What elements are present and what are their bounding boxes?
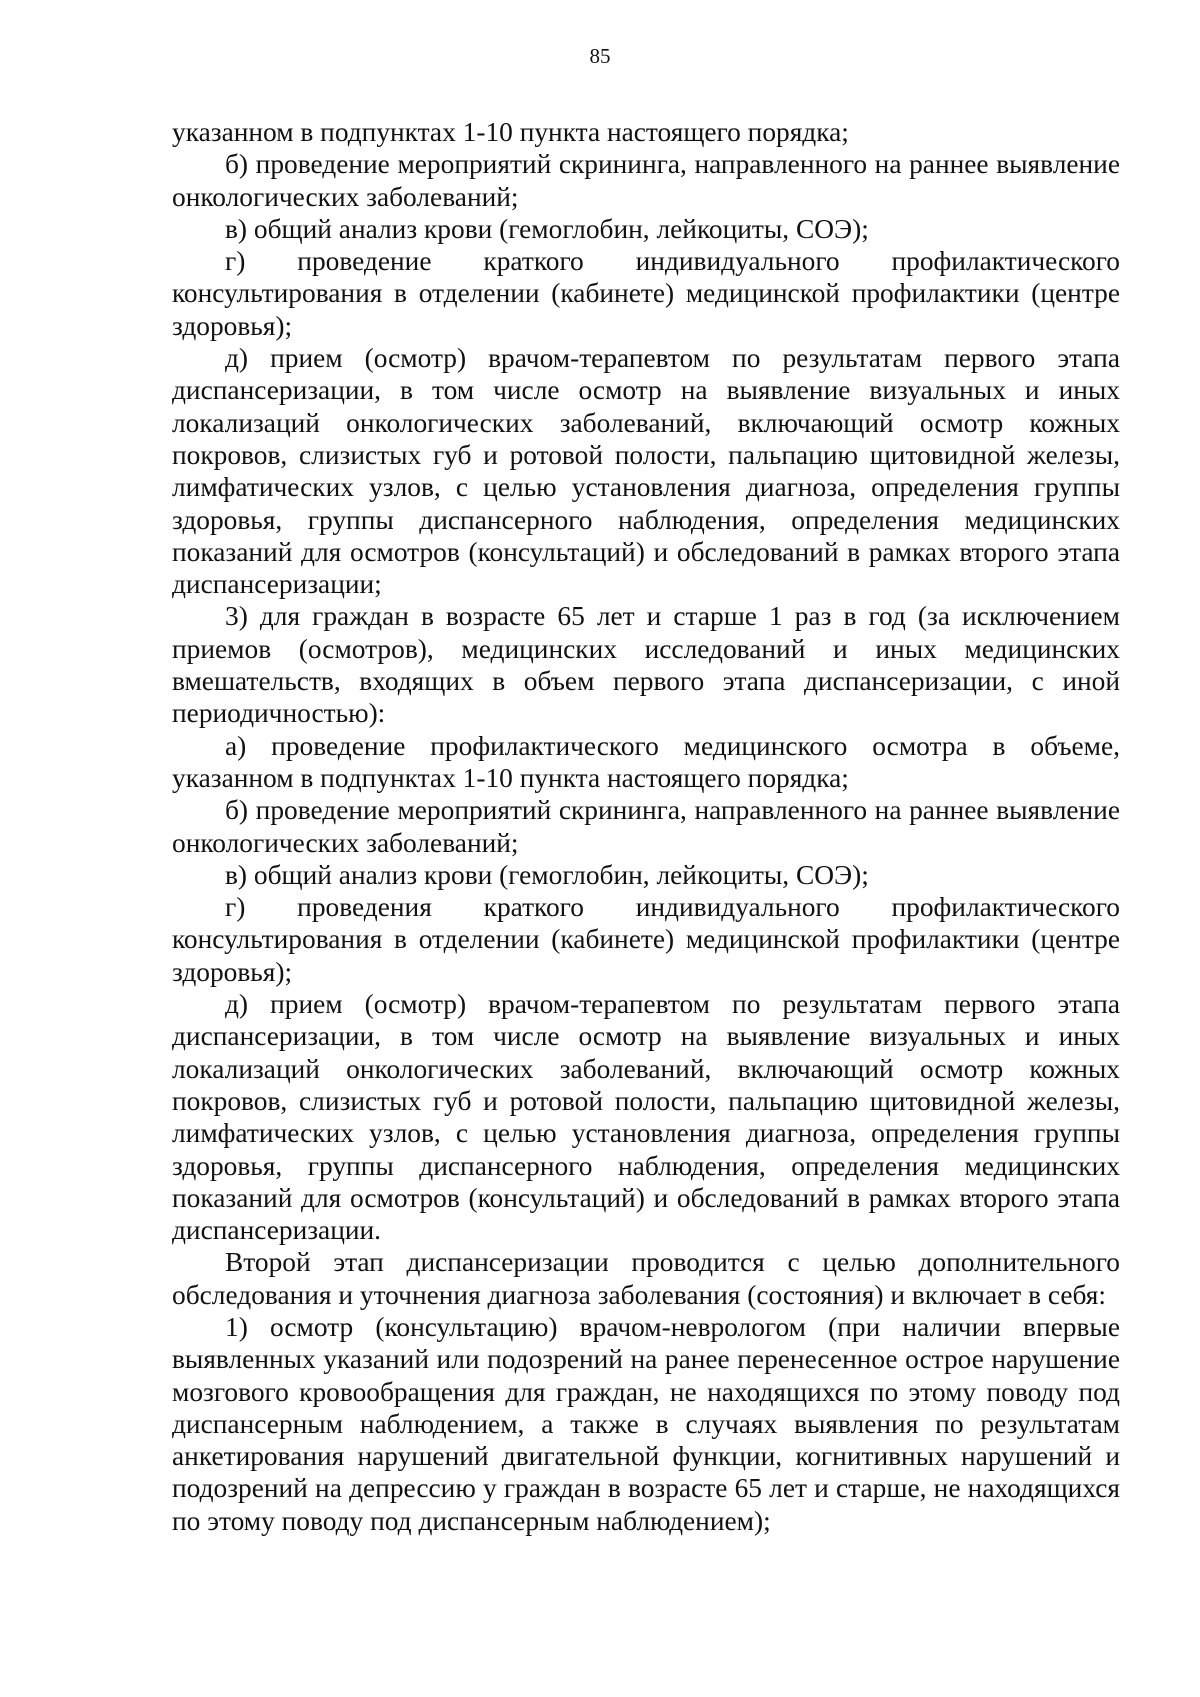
paragraph: Второй этап диспансеризации проводится с целью дополнительного обследования и уточнения диагноза заболевания (состояния) и включает в себя: — [172, 1247, 1120, 1310]
paragraph: г) проведение краткого индивидуального профилактического консультирования в отделении (кабинете) медицинской профилактики (центре здоровья); — [172, 246, 1120, 341]
paragraph: а) проведение профилактического медицинского осмотра в объеме, указанном в подпунктах 1-10 пункта настоящего порядка; — [172, 730, 1120, 793]
paragraph: 3) для граждан в возрасте 65 лет и старше 1 раз в год (за исключением приемов (осмотров), медицинских исследований и иных медицинских вмешательств, входящих в объем первого этапа диспансеризации, с иной периодичностью): — [172, 601, 1120, 729]
paragraph: в) общий анализ крови (гемоглобин, лейкоциты, СОЭ); — [225, 859, 869, 890]
paragraph: г) проведения краткого индивидуального профилактического консультирования в отделении (кабинете) медицинской профилактики (центре здоровья); — [172, 892, 1120, 987]
paragraph: указанном в подпунктах 1-10 пункта настоящего порядка; — [172, 117, 849, 147]
paragraph: д) прием (осмотр) врачом-терапевтом по результатам первого этапа диспансеризации, в том числе осмотр на выявление визуальных и иных локализаций онкологических заболеваний, включающий осмотр кожных покровов, слизистых губ и ротовой полости, пальпацию щитовидной железы, лимфатических узлов, с целью установления диагноза, определения группы здоровья, группы диспансерного наблюдения, определения медицинских показаний для осмотров (консультаций) и обследований в рамках второго этапа диспансеризации; — [172, 343, 1120, 600]
paragraph: в) общий анализ крови (гемоглобин, лейкоциты, СОЭ); — [225, 213, 869, 244]
page-number: 85 — [589, 44, 611, 68]
paragraph: д) прием (осмотр) врачом-терапевтом по результатам первого этапа диспансеризации, в том числе осмотр на выявление визуальных и иных локализаций онкологических заболеваний, включающий осмотр кожных покровов, слизистых губ и ротовой полости, пальпацию щитовидной железы, лимфатических узлов, с целью установления диагноза, определения группы здоровья, группы диспансерного наблюдения, определения медицинских показаний для осмотров (консультаций) и обследований в рамках второго этапа диспансеризации. — [172, 989, 1120, 1246]
paragraph: 1) осмотр (консультацию) врачом-неврологом (при наличии впервые выявленных указаний или подозрений на ранее перенесенное острое нарушение мозгового кровообращения для граждан, не находящихся по этому поводу под диспансерным наблюдением, а также в случаях выявления по результатам анкетирования нарушений двигательной функции, когнитивных нарушений и подозрений на депрессию у граждан в возрасте 65 лет и старше, не находящихся по этому поводу под диспансерным наблюдением); — [172, 1311, 1120, 1536]
paragraph: б) проведение мероприятий скрининга, направленного на раннее выявление онкологических заболеваний; — [172, 795, 1120, 858]
document-body — [172, 116, 1120, 1537]
paragraph: б) проведение мероприятий скрининга, направленного на раннее выявление онкологических заболеваний; — [172, 149, 1120, 212]
